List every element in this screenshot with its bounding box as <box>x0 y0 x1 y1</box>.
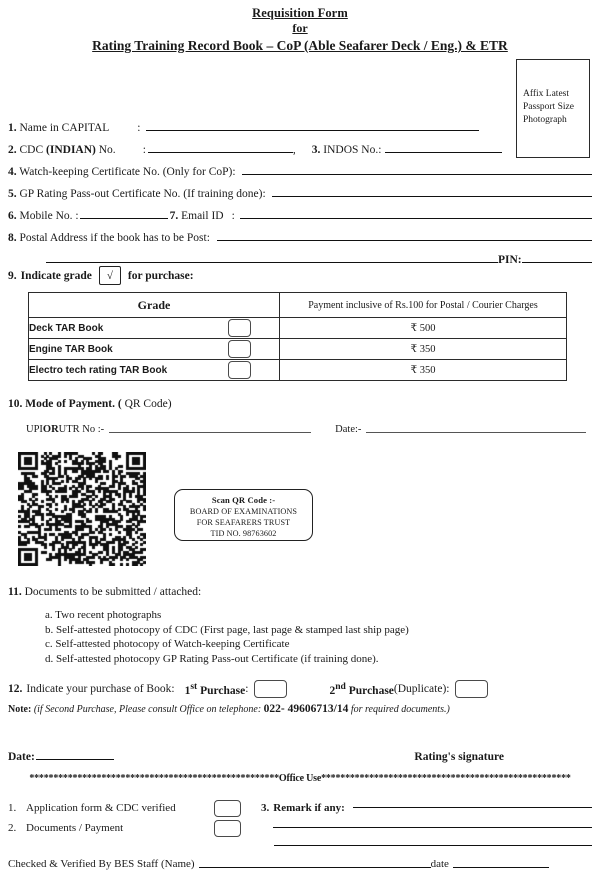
checked-date-label: date <box>430 858 449 870</box>
title-for: for <box>292 21 308 35</box>
item-10-heading-qr: QR Code) <box>121 398 172 410</box>
remark-label: Remark if any: <box>273 802 345 814</box>
field-row-watchkeeping <box>8 156 592 178</box>
indos-input-line[interactable] <box>385 151 502 153</box>
office-use-divider <box>8 773 592 784</box>
field-2-label-b: (INDIAN) <box>46 144 96 156</box>
grade-checkbox-electro[interactable] <box>228 361 251 379</box>
office-telephone: 022- 49606713/14 <box>263 703 349 715</box>
remark-input-line-1[interactable] <box>353 806 592 808</box>
first-purchase-sup: st <box>190 681 198 693</box>
watchkeeping-input-line[interactable] <box>242 173 592 175</box>
second-purchase-dup: (Duplicate): <box>393 683 450 695</box>
grade-label: Electro tech rating TAR Book <box>29 364 168 376</box>
upi-label-b: UTR No :- <box>58 424 105 435</box>
item-11-documents <box>8 586 201 598</box>
first-purchase-rest: Purchase <box>197 684 246 697</box>
field-5-number: 5. <box>8 188 17 200</box>
grade-label: Engine TAR Book <box>29 343 113 355</box>
field-3-number: 3. <box>311 144 321 156</box>
check-icon: √ <box>106 269 113 282</box>
field-row-postal-address <box>8 222 592 244</box>
applicant-fields <box>8 112 592 266</box>
field-7-number: 7. <box>169 210 179 222</box>
field-1-label: Name in CAPITAL <box>19 122 110 134</box>
field-2-label-c: No. <box>95 144 116 156</box>
field-row-gp-rating <box>8 178 592 200</box>
item-9-label-after: for purchase: <box>127 269 194 282</box>
office-row-1-number: 1. <box>8 802 17 814</box>
item-12-number: 12. <box>8 683 23 695</box>
item-10-number: 10. <box>8 398 23 410</box>
cdc-input-line[interactable] <box>148 151 293 153</box>
item-12-label: Indicate your purchase of Book: <box>26 683 175 695</box>
grade-checkbox-engine[interactable] <box>228 340 251 358</box>
qr-info-box <box>174 489 313 541</box>
field-5-label: GP Rating Pass-out Certificate No. (If training done): <box>19 188 266 200</box>
scan-qr-title: Scan QR Code :- <box>211 495 276 505</box>
item-11-heading: Documents to be submitted / attached: <box>24 586 202 598</box>
office-row-1-label: Application form & CDC verified <box>26 802 176 814</box>
remark-input-line-3[interactable] <box>274 844 592 846</box>
mobile-input-line[interactable] <box>80 217 168 219</box>
application-verified-checkbox[interactable] <box>214 800 241 817</box>
remark-number: 3. <box>261 802 270 814</box>
header-grade: Grade <box>29 293 280 318</box>
office-row-3 <box>8 838 592 854</box>
address-input-line-2[interactable] <box>46 261 498 263</box>
first-purchase-colon: : <box>245 683 249 695</box>
table-row <box>29 339 567 360</box>
office-row-2 <box>8 818 592 838</box>
field-2-label-a: CDC <box>19 144 47 156</box>
purchase-note <box>8 703 450 715</box>
item-9-number: 9. <box>8 269 17 282</box>
field-7-colon: : <box>231 210 235 222</box>
field-1-colon: : <box>137 122 141 134</box>
page-title: Requisition Form <box>252 6 348 20</box>
office-use-section <box>8 798 592 854</box>
upi-utr-row <box>26 424 586 435</box>
staff-name-input-line[interactable] <box>199 866 431 868</box>
table-row <box>29 360 567 381</box>
second-purchase-sup: nd <box>335 681 346 693</box>
form-title-block <box>8 0 592 55</box>
page-subtitle: Rating Training Record Book – CoP (Able Seafarer Deck / Eng.) & ETR <box>92 38 508 53</box>
qr-org-line-2: FOR SEAFARERS TRUST <box>196 518 291 527</box>
upi-utr-input-line[interactable] <box>109 431 311 433</box>
field-row-name <box>8 112 592 134</box>
second-purchase-rest: Purchase <box>345 684 394 697</box>
pin-input-line[interactable] <box>522 261 592 263</box>
remark-input-line-2[interactable] <box>273 826 592 828</box>
field-3-label: INDOS No.: <box>323 144 382 156</box>
checked-by-label: Checked & Verified By BES Staff (Name) <box>8 858 195 870</box>
grade-label: Deck TAR Book <box>29 322 104 334</box>
payment-date-input-line[interactable] <box>366 431 586 433</box>
photo-box-line-3: Photograph <box>523 115 567 125</box>
office-row-2-number: 2. <box>8 822 17 834</box>
office-use-label: Office Use <box>278 773 322 784</box>
field-4-number: 4. <box>8 166 17 178</box>
header-payment: Payment inclusive of Rs.100 for Postal / Courier Charges <box>280 293 567 318</box>
grade-price: ₹ 350 <box>280 339 567 360</box>
name-input-line[interactable] <box>146 129 479 131</box>
field-7-label: Email ID <box>181 210 224 222</box>
documents-list <box>45 608 409 666</box>
list-item: c. Self-attested photocopy of Watch-keeping Certificate <box>45 638 290 651</box>
note-text-b: for required documents.) <box>350 704 450 715</box>
signature-date-label: Date: <box>8 751 35 763</box>
address-input-line-1[interactable] <box>217 239 592 241</box>
upi-label-or: OR <box>42 424 59 435</box>
field-6-label: Mobile No. : <box>19 210 79 222</box>
field-1-number: 1. <box>8 122 17 134</box>
list-item: d. Self-attested photocopy GP Rating Pass-out Certificate (if training done). <box>45 652 379 665</box>
signature-row <box>8 748 592 763</box>
grade-price: ₹ 500 <box>280 318 567 339</box>
gp-rating-input-line[interactable] <box>272 195 592 197</box>
second-purchase-num: 2 <box>329 684 336 697</box>
office-row-1 <box>8 798 592 818</box>
payment-date-label: Date:- <box>335 424 362 435</box>
grade-name-cell <box>29 318 280 339</box>
checked-verified-row <box>8 858 592 870</box>
documents-payment-checkbox[interactable] <box>214 820 241 837</box>
checked-date-input-line[interactable] <box>453 866 549 868</box>
upi-label-a: UPI <box>26 424 43 435</box>
first-purchase-num: 1 <box>184 684 191 697</box>
item-12-purchase <box>8 680 488 698</box>
qr-tid-line: TID NO. 98763602 <box>210 529 277 538</box>
signature-date-input-line[interactable] <box>36 748 114 760</box>
note-text-a: (if Second Purchase, Please consult Office on telephone: <box>33 704 262 715</box>
second-purchase-checkbox[interactable] <box>455 680 488 698</box>
photo-box-line-1: Affix Latest <box>523 89 569 99</box>
field-row-cdc-indos <box>8 134 592 156</box>
grade-price: ₹ 350 <box>280 360 567 381</box>
rating-signature-label: Rating's signature <box>414 751 504 763</box>
field-2-number: 2. <box>8 144 17 156</box>
qr-org-line-1: BOARD OF EXAMINATIONS <box>189 507 298 516</box>
item-9-label-before: Indicate grade <box>20 269 92 282</box>
grade-selection-table <box>28 292 567 381</box>
grade-tick-sample-box[interactable] <box>99 266 121 285</box>
field-2-colon: : <box>142 144 146 156</box>
first-purchase-checkbox[interactable] <box>254 680 287 698</box>
field-6-number: 6. <box>8 210 17 222</box>
note-label: Note: <box>8 704 32 715</box>
payment-qr-code[interactable] <box>18 452 146 566</box>
email-input-line[interactable] <box>240 217 592 219</box>
item-11-number: 11. <box>8 586 22 598</box>
field-row-mobile-email <box>8 200 592 222</box>
field-2-comma: , <box>292 144 296 156</box>
photo-box-line-2: Passport Size <box>523 102 574 112</box>
pin-label: PIN: <box>498 254 522 266</box>
grade-checkbox-deck[interactable] <box>228 319 251 337</box>
list-item: b. Self-attested photocopy of CDC (First page, last page & stamped last ship page) <box>45 623 409 636</box>
grade-name-cell <box>29 360 280 381</box>
item-9-indicate-grade <box>8 266 194 285</box>
divider-stars-left: **************************************************** <box>29 773 279 784</box>
table-header-row <box>29 293 567 318</box>
item-10-heading: Mode of Payment. ( <box>25 398 122 410</box>
field-8-number: 8. <box>8 232 17 244</box>
divider-stars-right: **************************************************** <box>321 773 571 784</box>
field-4-label: Watch-keeping Certificate No. (Only for CoP): <box>19 166 236 178</box>
table-row <box>29 318 567 339</box>
field-8-label: Postal Address if the book has to be Post: <box>19 232 210 244</box>
list-item: a. Two recent photographs <box>45 609 162 621</box>
office-row-2-label: Documents / Payment <box>26 822 124 834</box>
grade-name-cell <box>29 339 280 360</box>
field-row-postal-address-2 <box>8 244 592 266</box>
item-10-mode-of-payment <box>8 398 172 410</box>
